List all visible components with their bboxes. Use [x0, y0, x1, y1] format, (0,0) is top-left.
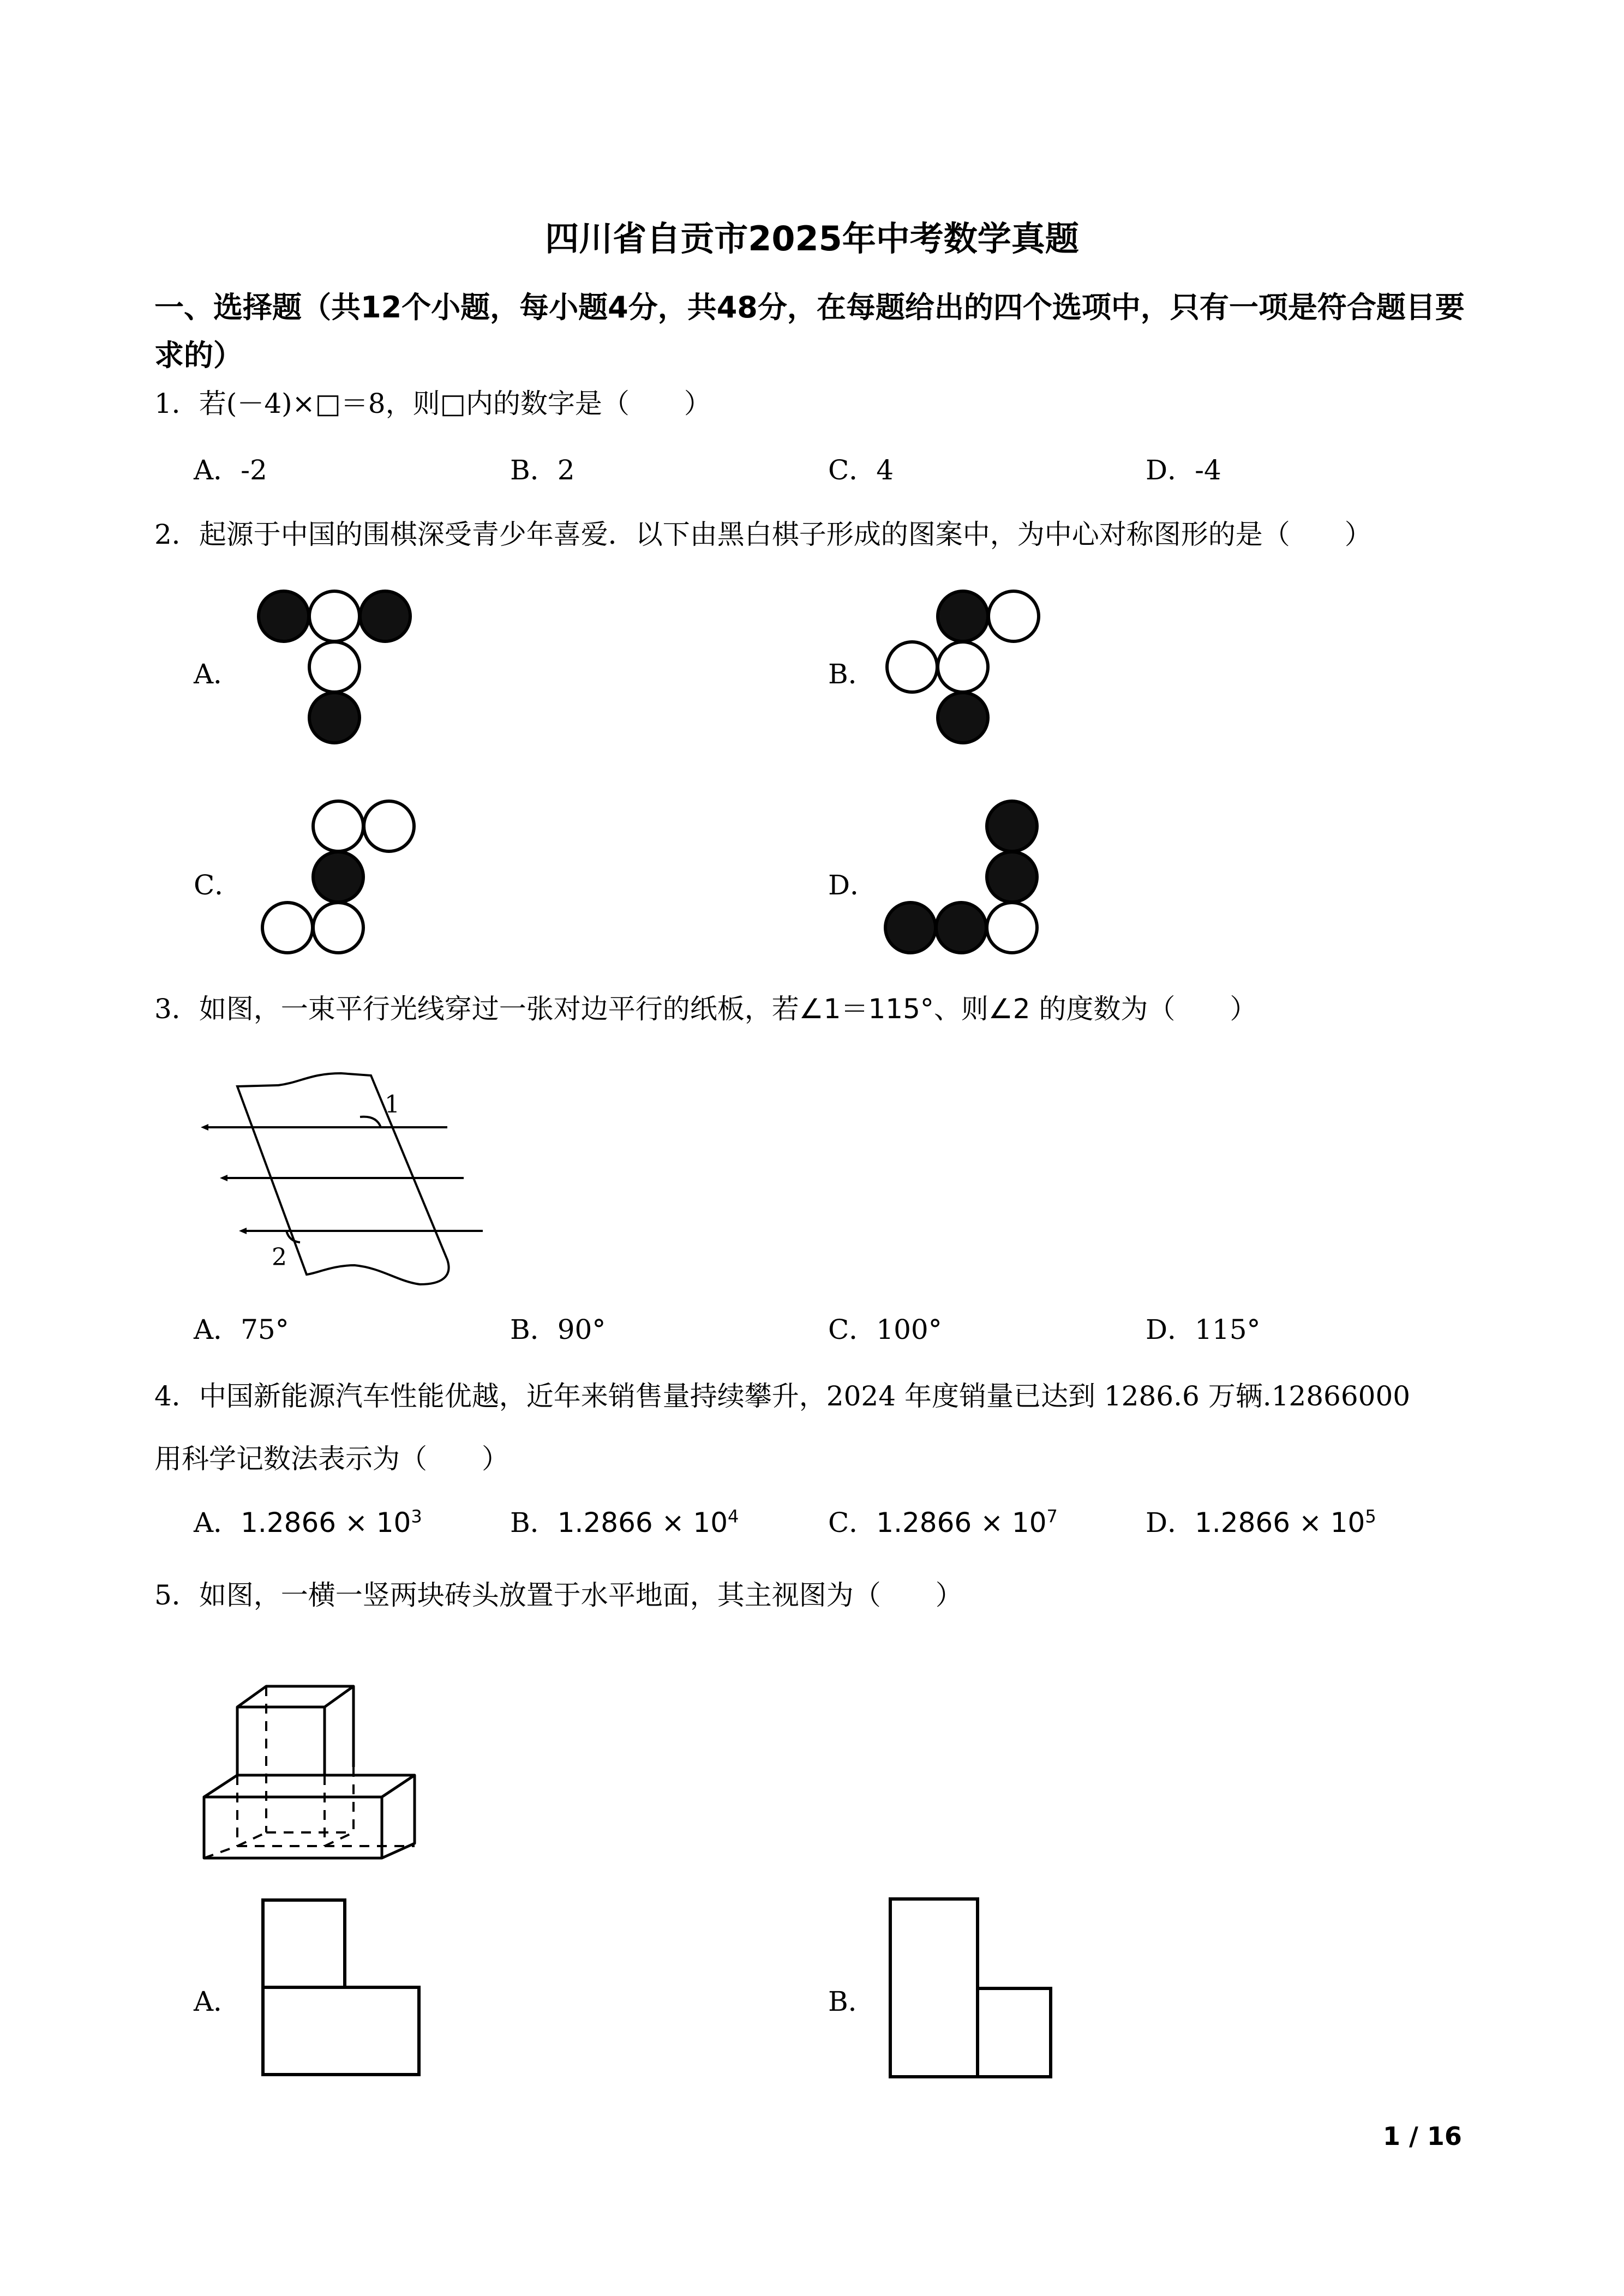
- question-4-line-2: 用科学记数法表示为（ ）: [154, 1443, 509, 1475]
- page-indicator: 1 / 16: [1383, 2121, 1462, 2151]
- option-exponent: 4: [728, 1506, 739, 1527]
- angle-2-label: 2: [272, 1243, 287, 1271]
- question-number: 3．: [154, 993, 199, 1025]
- option-mantissa: 1.2866 × 10: [557, 1507, 728, 1538]
- question-2: [154, 513, 1372, 552]
- option-mantissa: 1.2866 × 10: [1195, 1507, 1365, 1538]
- q1-option-a[interactable]: [194, 448, 267, 488]
- question-4-line-1: [154, 1374, 1410, 1414]
- arrow-head-icon: [239, 1228, 247, 1234]
- option-label: C．: [828, 1507, 877, 1538]
- option-exponent: 5: [1365, 1506, 1376, 1527]
- black-stone: [987, 801, 1037, 851]
- option-text: 115°: [1195, 1314, 1261, 1345]
- white-stone: [887, 642, 937, 692]
- black-stone: [938, 693, 988, 743]
- white-stone: [364, 801, 414, 851]
- section-heading: 一、选择题（共12个小题，每小题4分，共48分，在每题给出的四个选项中，只有一项是符合题目要求的）: [154, 290, 1465, 372]
- arrow-head-icon: [201, 1124, 208, 1131]
- arrow-head-icon: [220, 1175, 227, 1181]
- question-1: [154, 382, 711, 421]
- option-text: -4: [1195, 454, 1221, 486]
- option-label: C．: [828, 454, 877, 486]
- q5-option-a-label[interactable]: A．: [194, 1986, 241, 2017]
- option-text: 90°: [557, 1314, 606, 1345]
- go-pattern-b[interactable]: [884, 586, 1047, 750]
- option-mantissa: 1.2866 × 10: [241, 1507, 411, 1538]
- option-exponent: 3: [411, 1506, 422, 1527]
- bricks-3d-figure: [196, 1652, 420, 1860]
- option-label: A．: [194, 1314, 241, 1345]
- white-stone: [309, 591, 359, 641]
- question-3: [154, 987, 1257, 1026]
- black-stone: [309, 693, 359, 743]
- q1-option-c[interactable]: [828, 448, 894, 488]
- q3-option-b[interactable]: [510, 1308, 606, 1347]
- option-exponent: 7: [1046, 1506, 1058, 1527]
- q2-option-a-label[interactable]: A．: [194, 658, 241, 690]
- option-text: 2: [557, 454, 575, 486]
- angle-1-arc: [360, 1117, 381, 1127]
- white-stone: [309, 642, 359, 692]
- q2-option-d-label[interactable]: D．: [828, 869, 878, 901]
- black-stone: [313, 852, 363, 902]
- question-stem: 若(－4)×□＝8，则□内的数字是（ ）: [199, 388, 711, 419]
- q1-option-d[interactable]: [1146, 448, 1221, 488]
- go-pattern-c[interactable]: [256, 796, 420, 960]
- question-stem: 起源于中国的围棋深受青少年喜爱．以下由黑白棋子形成的图案中，为中心对称图形的是（ ）: [199, 519, 1372, 550]
- black-stone: [938, 591, 988, 641]
- option-text: 100°: [876, 1314, 942, 1345]
- question-stem: 中国新能源汽车性能优越，近年来销售量持续攀升，2024 年度销量已达到 1286.6 万辆.12866000: [199, 1380, 1411, 1412]
- white-stone: [313, 903, 363, 953]
- question-5: [154, 1573, 963, 1613]
- black-stone: [885, 903, 936, 953]
- q4-option-a[interactable]: [194, 1501, 422, 1540]
- q4-option-c[interactable]: [828, 1501, 1058, 1540]
- black-stone: [936, 903, 986, 953]
- question-number: 5．: [154, 1579, 199, 1611]
- page-title: 四川省自贡市2025年中考数学真题: [545, 219, 1079, 259]
- question-number: 2．: [154, 519, 199, 550]
- black-stone: [360, 591, 410, 641]
- option-text: 4: [876, 454, 894, 486]
- option-label: B．: [510, 1507, 558, 1538]
- option-label: C．: [828, 1314, 877, 1345]
- q3-option-a[interactable]: [194, 1308, 289, 1347]
- go-pattern-d[interactable]: [884, 799, 1047, 963]
- option-label: D．: [1146, 454, 1195, 486]
- q5-option-b-label[interactable]: B．: [828, 1986, 876, 2017]
- angle-1-label: 1: [385, 1091, 400, 1119]
- q1-option-b[interactable]: [510, 448, 575, 488]
- q2-option-b-label[interactable]: B．: [828, 658, 876, 690]
- white-stone: [987, 903, 1037, 953]
- option-label: A．: [194, 1507, 241, 1538]
- q4-option-b[interactable]: [510, 1501, 739, 1540]
- front-view-b[interactable]: [888, 1897, 1057, 2082]
- go-pattern-a[interactable]: [256, 586, 420, 750]
- white-stone: [313, 801, 363, 851]
- question-number: 1．: [154, 388, 199, 419]
- question-stem: 如图，一束平行光线穿过一张对边平行的纸板，若∠1＝115°、则∠2 的度数为（ ）: [199, 993, 1257, 1025]
- black-stone: [987, 852, 1037, 902]
- option-text: -2: [241, 454, 267, 486]
- option-mantissa: 1.2866 × 10: [876, 1507, 1047, 1538]
- question-number: 4．: [154, 1380, 199, 1412]
- q2-option-c-label[interactable]: C．: [194, 869, 242, 901]
- white-stone: [262, 903, 313, 953]
- q3-option-c[interactable]: [828, 1308, 942, 1347]
- option-text: 75°: [241, 1314, 289, 1345]
- option-label: D．: [1146, 1507, 1195, 1538]
- front-view-a[interactable]: [261, 1898, 424, 2083]
- option-label: B．: [510, 454, 558, 486]
- parallel-light-figure: [191, 1069, 453, 1287]
- question-stem: 如图，一横一竖两块砖头放置于水平地面，其主视图为（ ）: [199, 1579, 963, 1611]
- option-label: B．: [510, 1314, 558, 1345]
- option-label: A．: [194, 454, 241, 486]
- black-stone: [259, 591, 309, 641]
- q4-option-d[interactable]: [1146, 1501, 1376, 1540]
- option-label: D．: [1146, 1314, 1195, 1345]
- q3-option-d[interactable]: [1146, 1308, 1261, 1347]
- white-stone: [938, 642, 988, 692]
- white-stone: [988, 591, 1039, 641]
